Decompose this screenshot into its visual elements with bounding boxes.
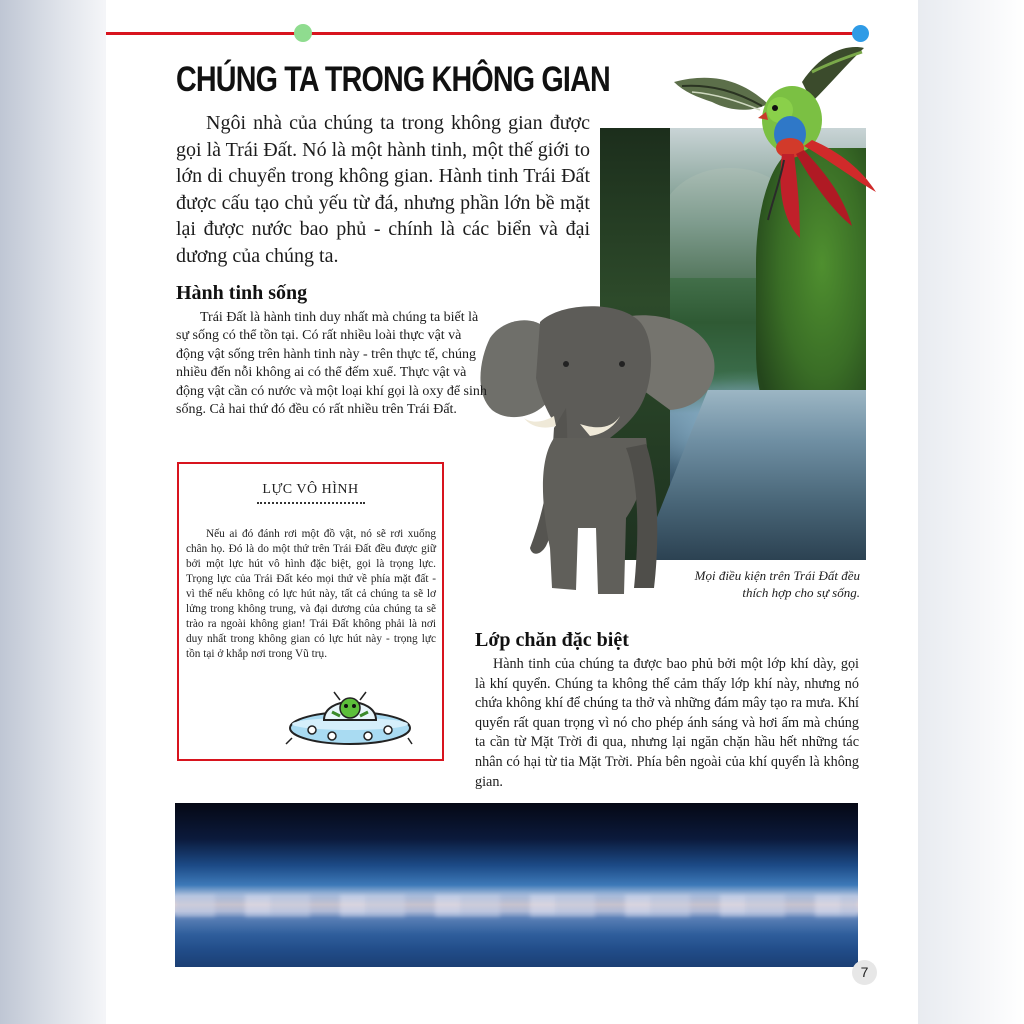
box-dotted-divider <box>257 500 365 504</box>
blue-dot <box>852 25 869 42</box>
intro-paragraph: Ngôi nhà của chúng ta trong không gian được gọi là Trái Đất. Nó là một hành tinh, một thế giới to lớn di chuyển trong không gian. Hành tinh Trái Đất được cấu tạo chủ yếu từ đá, nhưng phần lớn bề mặt lại được nước bao phủ - chính là các biển và đại dương của chúng ta. <box>176 112 590 267</box>
parrot-image <box>672 42 878 242</box>
invisible-force-box <box>177 462 444 761</box>
green-dot <box>294 24 312 42</box>
page-edge <box>918 0 1024 1024</box>
ufo-alien-image <box>284 686 414 756</box>
box-title: LỰC VÔ HÌNH <box>262 482 359 497</box>
top-red-rule <box>106 32 862 35</box>
living-planet-heading: Hành tinh sống <box>176 282 308 304</box>
box-body: Nếu ai đó đánh rơi một đồ vật, nó sẽ rơi xuống chân họ. Đó là do một thứ trên Trái Đất đều được giữ bởi một lực hút vô hình đặc biệt, gọi là trọng lực. Trọng lực của Trái Đất kéo mọi thứ về phía mặt đất - vì thế nếu không có lực hút này, tất cả chúng ta sẽ lơ lửng trong không trung, và đại dương của chúng ta sẽ trào ra ngoài không gian! Trái Đất không phải là nơi duy nhất trong không gian có lực hút này - trọng lực tồn tại ở khắp nơi trong Vũ trụ. <box>186 528 436 660</box>
special-layer-body: Hành tinh của chúng ta được bao phủ bởi một lớp khí dày, gọi là khí quyển. Chúng ta không thể cảm thấy lớp khí này, nhưng nó chứa không khí để chúng ta thở và những đám mây tạo ra mưa. Khí quyển rất quan trọng vì nó cho phép ánh sáng và hơi ấm mà chúng ta cần từ Mặt Trời đi qua, nhưng lại ngăn chặn hầu hết những tác nhân có hại từ tia Mặt Trời. Phía bên ngoài của khí quyển là không gian. <box>475 656 859 790</box>
page-number: 7 <box>852 960 877 985</box>
photo-caption: Mọi điều kiện trên Trái Đất đều thích hợp cho sự sống. <box>694 568 860 600</box>
photo-cloud-band <box>175 895 858 917</box>
special-layer-heading: Lớp chăn đặc biệt <box>475 629 629 651</box>
page-title: CHÚNG TA TRONG KHÔNG GIAN <box>176 60 610 99</box>
elephant-image <box>470 298 720 600</box>
living-planet-body: Trái Đất là hành tinh duy nhất mà chúng ta biết là sự sống có thể tồn tại. Có rất nhiều loài thực vật và động vật sống trên hành tinh này - trên thực tế, chúng nhiều đến nỗi không ai có thể đếm xuể. Thực vật và động vật cần có nước và một loại khí gọi là oxy để sinh sống. Cả hai thứ đó đều có rất nhiều trên Trái Đất. <box>176 310 487 418</box>
atmosphere-photo <box>175 803 858 967</box>
